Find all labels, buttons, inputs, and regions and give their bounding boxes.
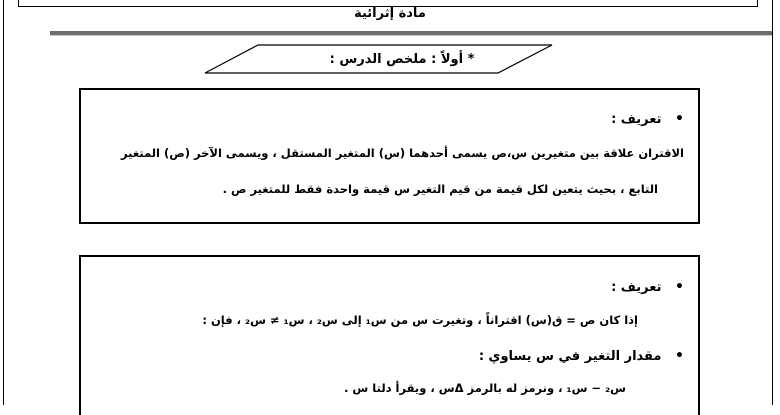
bullet-icon: • (675, 111, 684, 127)
definition-text-line-2: التابع ، بحيث يتعين لكل قيمة من قيم التغير س قيمة واحدة فقط للمتغير ص . (222, 182, 658, 196)
bullet-icon: • (675, 279, 684, 295)
definition-text-line-1: الاقتران علاقة بين متغيرين س،ص يسمى أحدهما (س) المتغير المستقل ، ويسمى الآخر (ص) المتغير (120, 146, 684, 160)
definition-heading: تعريف : (611, 112, 662, 127)
delta-x-definition-line: س₂ − س₁ ، ونرمز له بالرمز Δس ، ويقرأ دلتا س . (344, 381, 626, 395)
definition-box-2 (79, 255, 700, 415)
definition-box-1 (79, 88, 700, 224)
definition-heading: تعريف : (611, 280, 662, 295)
bullet-icon: • (675, 348, 684, 364)
change-amount-heading: مقدار التغير في س يساوي : (478, 349, 662, 364)
definition-heading-row (611, 108, 684, 127)
change-amount-row (479, 345, 684, 364)
section-banner-title: * أولاً : ملخص الدرس : (329, 52, 475, 67)
change-definition-line: إذا كان ص = ق(س) اقتراناً ، وتغيرت س من س₁ إلى س₂ ، س₁ ≠ س₂ ، فإن : (202, 313, 638, 327)
subject-title: مادة إثرائية (354, 6, 426, 21)
definition-heading-row (611, 276, 684, 295)
